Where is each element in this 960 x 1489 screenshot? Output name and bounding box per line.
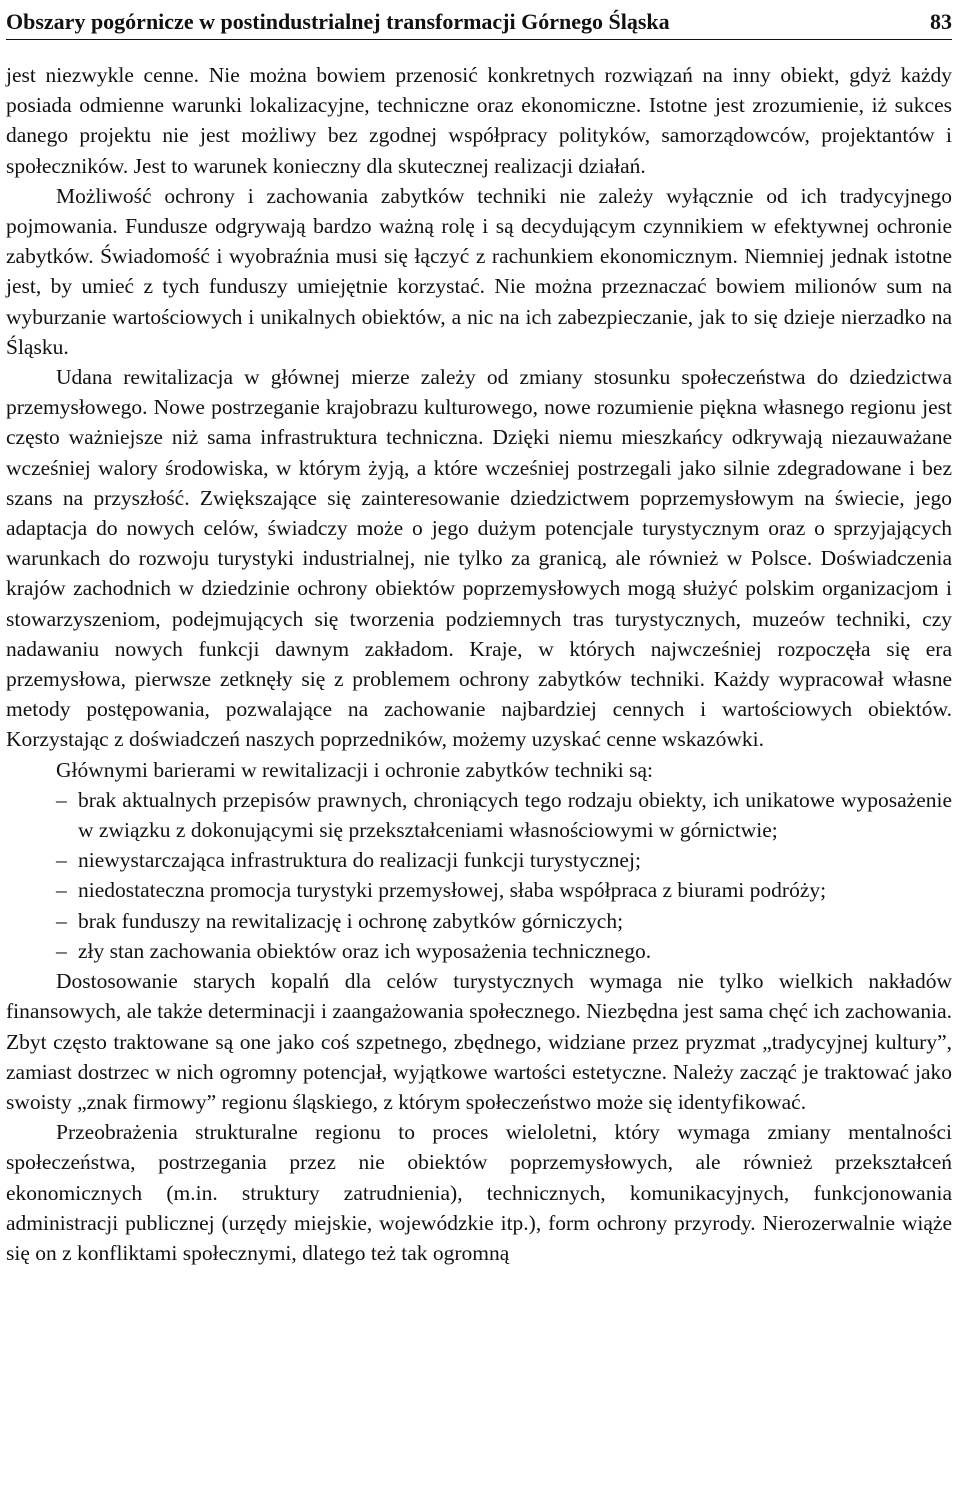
list-item-text: niewystarczająca infrastruktura do realizacji funkcji turystycznej; [78, 848, 641, 873]
list-dash: – [56, 908, 67, 933]
paragraph-mine-adaptation: Dostosowanie starych kopalń dla celów turystycznych wymaga nie tylko wielkich nakładów finansowych, ale także determinacji i zaangażowania społecznego. Niezbędna jest sama chęć ich zachowania. Zbyt często traktowane są one jako coś szpetnego, zbędnego, widziane przez pryzmat „tradycyjnej kultury”, zamiast dostrzec w nich ogromny potencjał, wyjątkowe wartości estetyczne. Należy zacząć je traktować jako swoisty „znak firmowy” regionu śląskiego, z którym społeczeństwo może się identyfikować. [6, 969, 952, 1114]
list-item [56, 906, 952, 936]
paragraph-monument-protection: Możliwość ochrony i zachowania zabytków techniki nie zależy wyłącznie od ich tradycyjnego pojmowania. Fundusze odgrywają bardzo ważną rolę i są decydującym czynnikiem w efektywnej ochronie zabytków. Świadomość i wyobraźnia musi się łączyć z rachunkiem ekonomicznym. Niemniej jednak istotne jest, by umieć z tych funduszy umiejętnie korzystać. Nie można przeznaczać bowiem milionów sum na wyburzanie wartościowych i unikalnych obiektów, a nic na ich zabezpieczanie, jak to się dzieje nierzadko na Śląsku. [6, 183, 952, 359]
paragraph-structural-transformation: Przeobrażenia strukturalne regionu to proces wieloletni, który wymaga zmiany mentalności społeczeństwa, postrzegania przez nie obiektów poprzemysłowych, ale również przekształceń ekonomicznych (m.in. struktury zatrudnienia), technicznych, komunikacyjnych, funkcjonowania administracji publicznej (urzędy miejskie, wojewódzkie itp.), form ochrony przyrody. Nierozerwalnie wiąże się on z konfliktami społecznymi, dlatego też tak ogromną [6, 1120, 952, 1265]
running-header [6, 4, 952, 36]
list-item [56, 875, 952, 905]
list-item-text: zły stan zachowania obiektów oraz ich wyposażenia technicznego. [78, 938, 652, 963]
list-item-text: brak funduszy na rewitalizację i ochronę zabytków górniczych; [78, 908, 624, 933]
paragraph-continuation: jest niezwykle cenne. Nie można bowiem przenosić konkretnych rozwiązań na inny obiekt, gdyż każdy posiada odmienne warunki lokalizacyjne, techniczne oraz ekonomiczne. Istotne jest zrozumienie, iż sukces danego projektu nie jest możliwy bez zgodnej współpracy polityków, samorządowców, projektantów i społeczników. Jest to warunek konieczny dla skutecznej realizacji działań. [6, 63, 952, 178]
body-text [6, 60, 952, 1268]
list-item [56, 845, 952, 875]
list-dash: – [56, 878, 67, 903]
barriers-list [6, 785, 952, 966]
list-item-text: brak aktualnych przepisów prawnych, chroniących tego rodzaju obiekty, ich unikatowe wyposażenie w związku z dokonującymi się przekształceniami własnościowymi w górnictwie; [78, 787, 952, 843]
page-number: 83 [930, 9, 952, 34]
paragraph-revitalization: Udana rewitalizacja w głównej mierze zależy od zmiany stosunku społeczeństwa do dziedzictwa przemysłowego. Nowe postrzeganie krajobrazu kulturowego, nowe rozumienie piękna własnego regionu jest często ważniejsze niż sama infrastruktura techniczna. Dzięki niemu mieszkańcy odkrywają niezauważane wcześniej walory środowiska, w którym żyją, a które wcześniej postrzegali jako silnie zdegradowane i bez szans na przyszłość. Zwiększające się zainteresowanie dziedzictwem poprzemysłowym na świecie, jego adaptacja do nowych celów, świadczy może o jego dużym potencjale turystycznym oraz o sprzyjających warunkach do rozwoju turystyki industrialnej, nie tylko za granicą, ale również w Polsce. Doświadczenia krajów zachodnich w dziedzinie ochrony obiektów poprzemysłowych mogą służyć polskim organizacjom i stowarzyszeniom, podejmujących się tworzenia podziemnych tras turystycznych, muzeów techniki, czy nadawaniu nowych funkcji dawnym zakładom. Kraje, w których najwcześniej rozpoczęła się era przemysłowa, pierwsze zetknęły się z problemem ochrony zabytków techniki. Każdy wypracował własne metody postępowania, pozwalające na zachowanie najbardziej cennych i wartościowych obiektów. Korzystając z doświadczeń naszych poprzedników, możemy uzyskać cenne wskazówki. [6, 365, 952, 752]
list-item [56, 936, 952, 966]
header-divider [6, 39, 952, 40]
list-dash: – [56, 848, 67, 873]
running-header-title: Obszary pogórnicze w postindustrialnej transformacji Górnego Śląska [6, 9, 670, 34]
list-item [56, 785, 952, 845]
paragraph-barriers-intro: Głównymi barierami w rewitalizacji i ochronie zabytków techniki są: [56, 757, 654, 782]
list-dash: – [56, 938, 67, 963]
list-item-text: niedostateczna promocja turystyki przemysłowej, słaba współpraca z biurami podróży; [78, 878, 827, 903]
list-dash: – [56, 787, 67, 812]
